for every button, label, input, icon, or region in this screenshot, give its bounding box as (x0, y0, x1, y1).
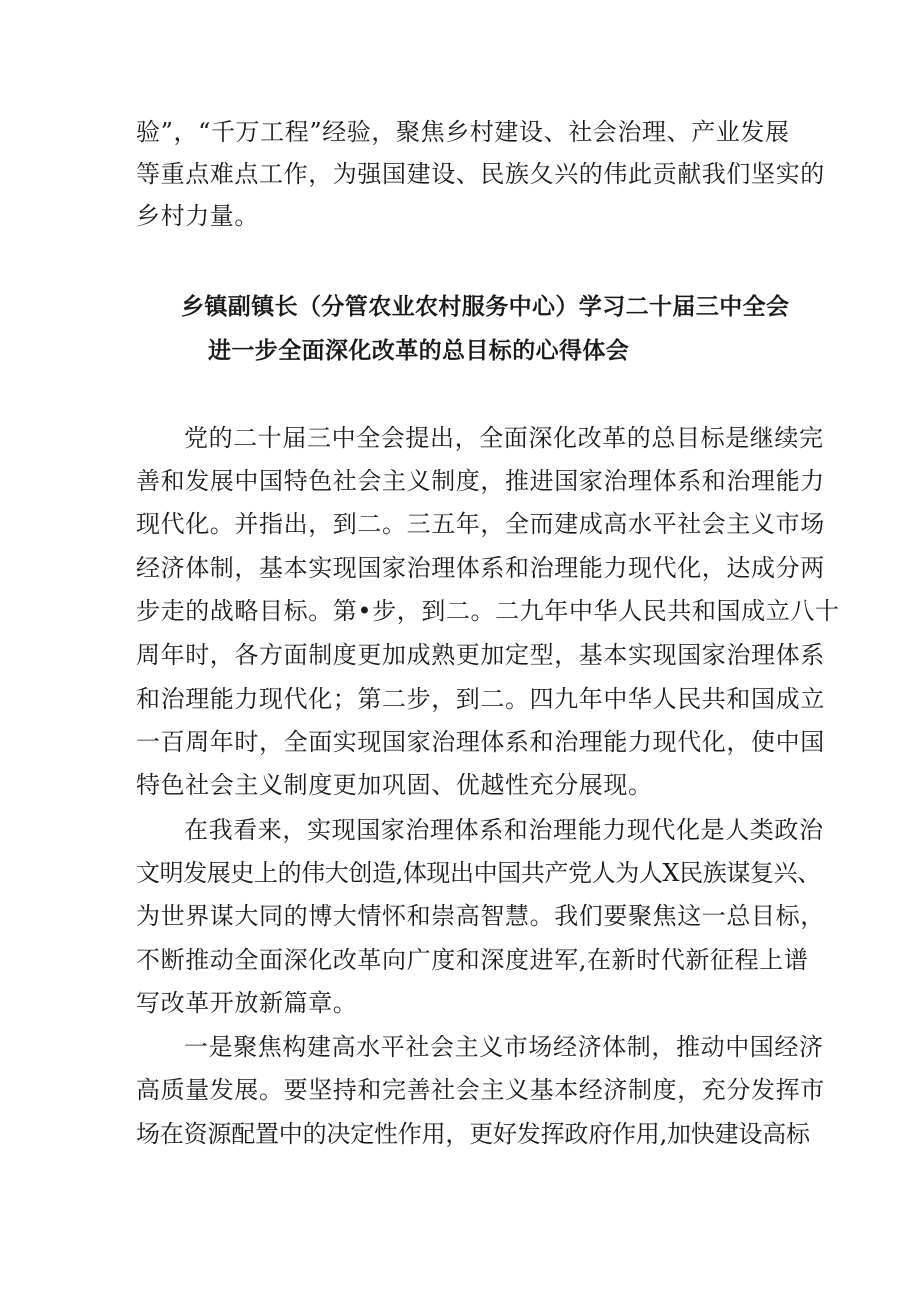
paragraph-1-line-2: 善和发展中国特色社会主义制度，推进国家治理体系和治理能力 (136, 467, 825, 495)
paragraph-3-line-3: 场在资源配置中的决定性作用，更好发挥政府作用,加快建设高标 (136, 1120, 810, 1148)
article-title-line-2: 进一步全面深化改革的总目标的心得体会 (208, 338, 630, 364)
article-title-line-1: 乡镇副镇长（分管农业农村服务中心）学习二十届三中全会 (181, 294, 790, 320)
paragraph-2-line-1: 在我看来，实现国家治理体系和治理能力现代化是人类政治 (184, 816, 824, 844)
paragraph-1-line-6: 周年时，各方面制度更加成熟更加定型，基本实现国家治理体系 (136, 641, 825, 669)
paragraph-2-line-4: 不断推动全面深化改革向广度和深度进军,在新时代新征程上谱 (136, 946, 809, 974)
paragraph-2-line-3: 为世界谋大同的博大情怀和崇高智慧。我们要聚焦这一总目标， (136, 902, 825, 930)
continuation-line-3: 乡村力量。 (136, 202, 259, 230)
paragraph-1-line-1: 党的二十届三中全会提出，全面深化改革的总目标是继续完 (184, 424, 824, 452)
continuation-line-2: 等重点难点工作，为强国建设、民族夂兴的伟此贡献我们坚实的 (136, 160, 825, 188)
paragraph-2-line-5: 写改革开放新篇章。 (136, 989, 358, 1017)
paragraph-1-line-8: 一百周年时，全面实现国家治理体系和治理能力现代化，使中国 (136, 728, 825, 756)
paragraph-2-line-2: 文明发展史上的伟大创造,体现出中国共产党人为人X民族谋复兴、 (136, 859, 821, 887)
paragraph-1-line-5: 步走的战略目标。第•步，到二。二九年中华人民共和国成立八十 (136, 597, 840, 625)
paragraph-1-line-7: 和治理能力现代化；第二步，到二。四九年中华人民共和国成立 (136, 685, 825, 713)
paragraph-3-line-2: 高质量发展。要坚持和完善社会主义基本经济制度，充分发挥市 (136, 1076, 825, 1104)
paragraph-1-line-4: 经济体制，基本实现国家治理体系和治理能力现代化，达成分两 (136, 554, 825, 582)
paragraph-3-line-1: 一是聚焦构建高水平社会主义市场经济体制，推动中国经济 (184, 1033, 824, 1061)
paragraph-1-line-3: 现代化。并指出，到二。三五年，全而建成高水平社会主义市场 (136, 510, 825, 538)
paragraph-1-line-9: 特色社会主义制度更加巩固、优越性充分展现。 (136, 771, 653, 799)
continuation-line-1: 验”，“千万工程”经验，聚焦乡村建设、社会治理、产业发展 (136, 118, 790, 146)
